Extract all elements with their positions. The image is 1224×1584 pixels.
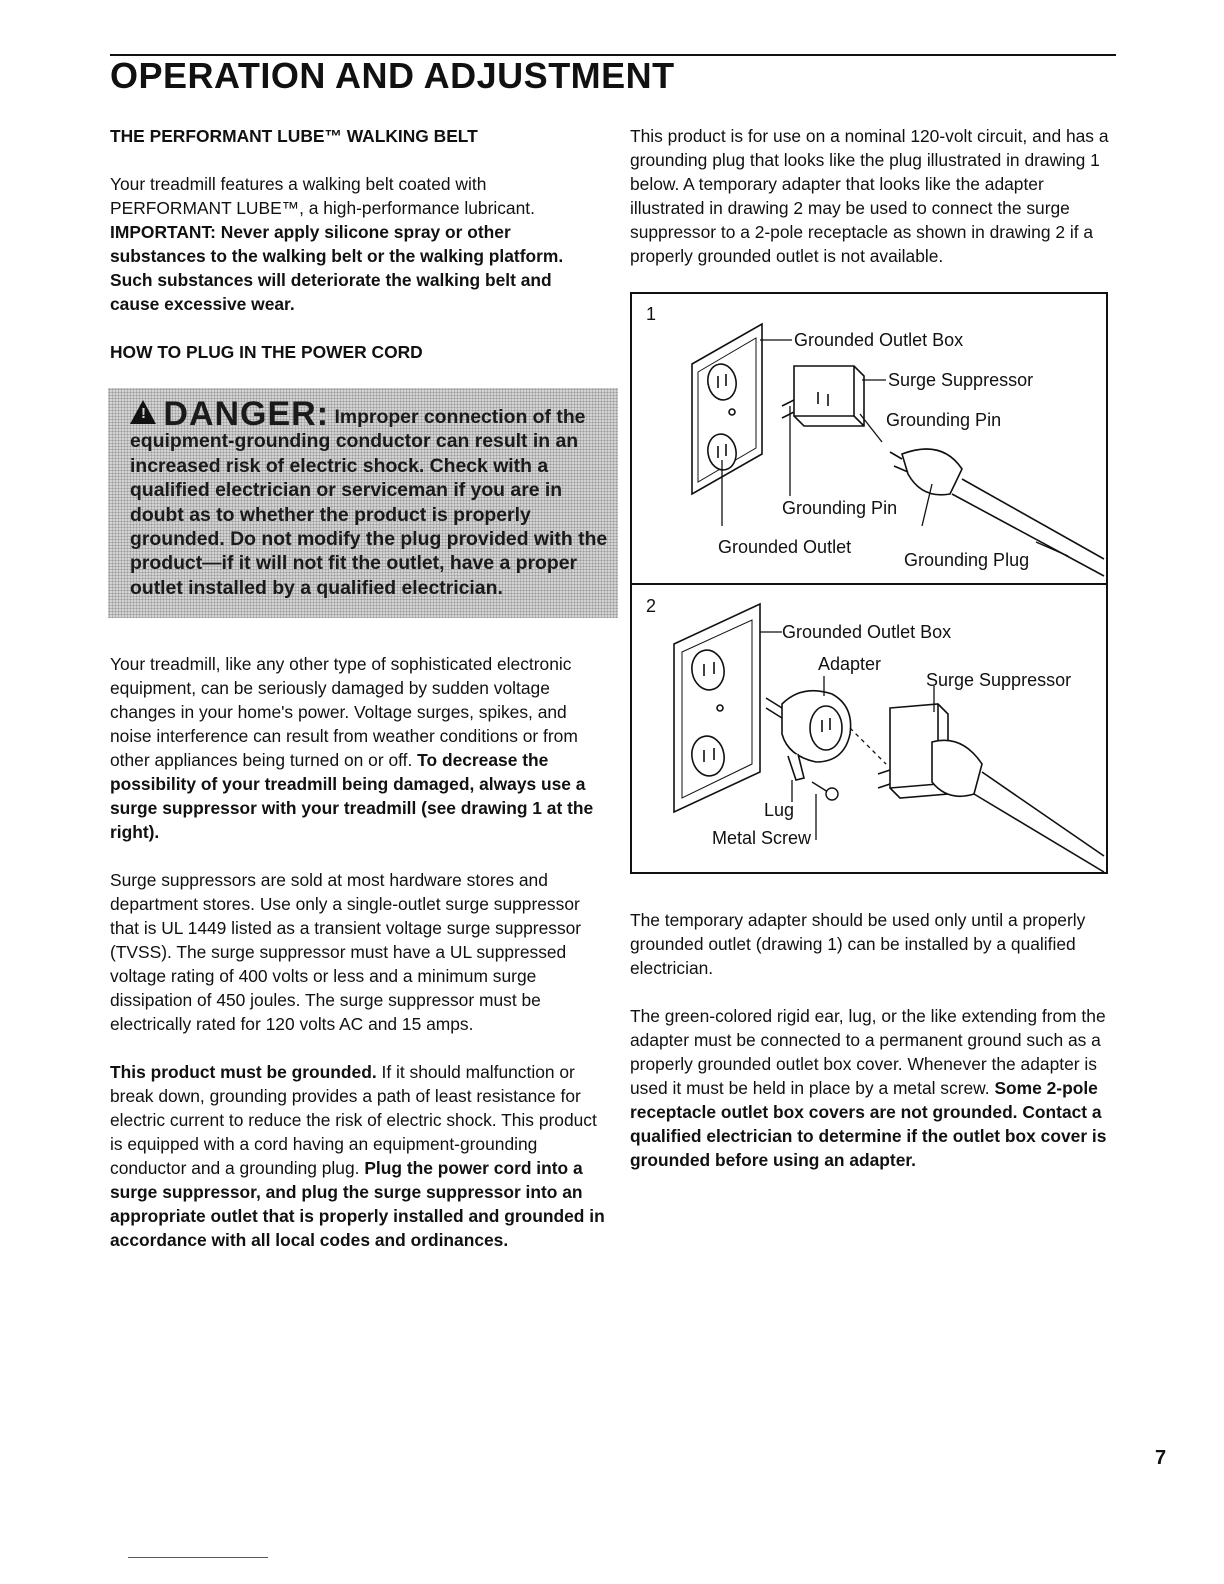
danger-label: DANGER: [163,395,330,433]
left-column [110,124,608,1276]
figure2-adapter-shape [766,691,851,780]
figure1-label-grounded-outlet: Grounded Outlet [718,537,852,557]
section-heading-power-cord: HOW TO PLUG IN THE POWER CORD [110,342,423,362]
figure1-label-grounded-outlet-box: Grounded Outlet Box [794,330,964,350]
figure1-number: 1 [646,304,657,324]
page-number: 7 [1155,1447,1167,1469]
footer-line [128,1557,268,1558]
figure2-label-adapter: Adapter [818,654,882,674]
danger-text: Improper connection of the equipment-grounding conductor can result in an increased risk of electric shock. Check with a qualified electrician or serviceman if you are in doubt as to whether the product is properly grounded. Do not modify the plug provided with the product—if it will not fit the outlet, have a proper outlet installed by a qualified electrician. [130,406,608,599]
ground-paragraph [110,1060,605,1252]
warning-triangle-icon: ! [130,400,156,424]
surge-paragraph-2: Surge suppressors are sold at most hardware stores and department stores. Use only a single-outlet surge suppressor that is UL 1449 listed as a transient voltage surge suppressor (TVSS). The surge suppressor must have a UL suppressed voltage rating of 400 volts or less and a minimum surge dissipation of 450 joules. The surge suppressor must be electrically rated for 120 volts AC and 15 amps. [110,870,582,1035]
figure1-surge-suppressor-shape [782,366,864,426]
ear-bold-text: Some 2-pole receptacle outlet box covers are not grounded. Contact a qualified electrician to determine if the outlet box cover is grounded before using an adapter. [630,1078,1107,1170]
ground-bold-2: Plug the power cord into a surge suppressor, and plug the surge suppressor into an appropriate outlet that is properly installed and grounded in accordance with all local codes and ordinances. [110,1158,605,1251]
figure2-label-grounded-outlet-box: Grounded Outlet Box [782,622,952,642]
surge-bold-1: To decrease the possibility of your treadmill being damaged, always use a surge suppressor with your treadmill (see drawing 1 at the right). [110,750,594,843]
ear-text: The green-colored rigid ear, lug, or the like extending from the adapter must be connected to a permanent ground such as a properly grounded outlet box cover. Whenever the adapter is used it must be held in place by a metal screw. [630,1006,1106,1098]
figure2-label-lug: Lug [764,800,795,820]
danger-box [108,388,618,618]
ground-bold-1: This product must be grounded. [110,1062,377,1083]
belt-text: Your treadmill features a walking belt coated with PERFORMANT LUBE™, a high-performance lubricant. [110,174,535,218]
figure2-label-surge-suppressor: Surge Suppressor [926,670,1072,690]
figure2-outlet-plate [674,604,760,812]
right-column [630,124,1120,1196]
figure2-label-metal-screw: Metal Screw [712,828,812,848]
figure2-number: 2 [646,596,657,616]
ear-paragraph [630,1004,1120,1172]
page-title: OPERATION AND ADJUSTMENT [110,55,675,96]
belt-paragraph [110,172,605,316]
figure1-outlet-plate [692,324,762,494]
section-heading-belt: THE PERFORMANT LUBE™ WALKING BELT [110,126,478,146]
figure2-surge-suppressor-and-cord [878,704,1104,872]
figure1-label-grounding-pin-bottom: Grounding Pin [782,498,898,518]
ground-text: If it should malfunction or break down, grounding provides a path of least resistance for electric current to reduce the risk of electric shock. This product is equipped with a cord having an equipment-grounding conductor and a grounding plug. [110,1062,597,1179]
figure1-label-grounding-pin-top: Grounding Pin [886,410,1002,430]
figure1-label-surge-suppressor: Surge Suppressor [888,370,1034,390]
figure1-label-grounding-plug: Grounding Plug [904,550,1030,570]
outlet-diagrams [632,294,1106,872]
adapter-paragraph: The temporary adapter should be used only until a properly grounded outlet (drawing 1) can be installed by a qualified electrician. [630,910,1086,978]
belt-important-text: IMPORTANT: Never apply silicone spray or other substances to the walking belt or the walking platform. Such substances will deteriorate the walking belt and cause excessive wear. [110,222,564,314]
intro-paragraph: This product is for use on a nominal 120-volt circuit, and has a grounding plug that looks like the plug illustrated in drawing 1 below. A temporary adapter that looks like the adapter illustrated in drawing 2 may be used to connect the surge suppressor to a 2-pole receptacle as shown in drawing 2 if a properly grounded outlet is not available. [630,126,1109,266]
surge-text-1: Your treadmill, like any other type of sophisticated electronic equipment, can be seriously damaged by sudden voltage changes in your home's power. Voltage surges, spikes, and noise interference can result from weather conditions or from other appliances being turned on or off. [110,654,578,771]
surge-paragraph-1 [110,652,605,844]
figure-box [630,292,1108,874]
